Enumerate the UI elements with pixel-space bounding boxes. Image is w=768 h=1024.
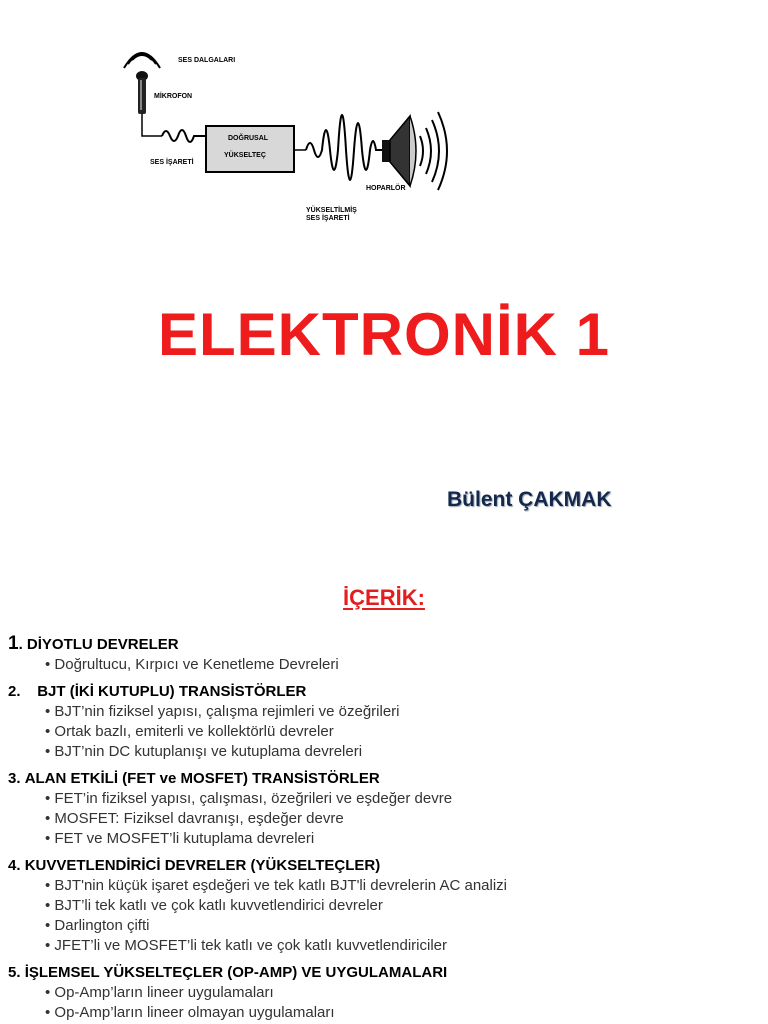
section-title — [8, 963, 758, 983]
label-microphone: MİKROFON — [154, 93, 193, 100]
section-item: • Darlington çifti — [45, 917, 150, 934]
section-title-text: İŞLEMSEL YÜKSELTEÇLER (OP-AMP) VE UYGULAMALARI — [24, 964, 448, 981]
section-item: • BJT’nin fiziksel yapısı, çalışma rejimleri ve özeğrileri — [45, 703, 400, 720]
section-number: 2. — [8, 683, 21, 700]
toc-section — [8, 769, 758, 849]
section-item: • FET ve MOSFET’li kutuplama devreleri — [45, 830, 315, 847]
label-sound-waves: SES DALGALARI — [178, 57, 236, 64]
label-amplified-line1: YÜKSELTİLMİŞ — [306, 207, 357, 214]
input-signal-wave — [162, 130, 206, 142]
section-title-text: BJT (İKİ KUTUPLU) TRANSİSTÖRLER — [37, 683, 307, 700]
section-item: • BJT'nin küçük işaret eşdeğeri ve tek katlı BJT'li devrelerin AC analizi — [45, 877, 508, 894]
section-title-text: KUVVETLENDİRİCİ DEVRELER (YÜKSELTEÇLER) — [24, 857, 381, 874]
section-item: • BJT’li tek katlı ve çok katlı kuvvetlendirici devreler — [45, 897, 383, 914]
contents-heading: İÇERİK: — [343, 585, 425, 610]
section-number: 1 — [8, 633, 19, 654]
page-title: ELEKTRONİK 1 — [157, 301, 611, 368]
section-item: • BJT’nin DC kutuplanışı ve kutuplama devreleri — [45, 743, 363, 760]
label-amplified-line2: SES İŞARETİ — [306, 215, 350, 222]
toc-section — [8, 963, 758, 1023]
section-title — [8, 682, 758, 702]
label-amplifier-line2: YÜKSELTEÇ — [224, 152, 266, 159]
section-item: • Op-Amp’ların lineer olmayan uygulamaları — [45, 1004, 335, 1021]
toc-section — [8, 634, 758, 675]
table-of-contents — [8, 634, 758, 1023]
microphone-icon — [136, 71, 148, 114]
author-name: Bülent ÇAKMAK — [447, 488, 612, 511]
label-amplifier-line1: DOĞRUSAL — [228, 135, 269, 142]
section-title — [8, 769, 758, 789]
section-title-text: . DİYOTLU DEVRELER — [18, 636, 179, 653]
section-item: • Doğrultucu, Kırpıcı ve Kenetleme Devreleri — [45, 656, 339, 673]
section-title-text: ALAN ETKİLİ (FET ve MOSFET) TRANSİSTÖRLER — [24, 770, 380, 787]
amplifier-box — [206, 126, 294, 172]
speaker-waves-icon — [420, 112, 447, 190]
section-item: • Ortak bazlı, emiterli ve kollektörlü devreler — [45, 723, 334, 740]
section-item: • FET’in fiziksel yapısı, çalışması, özeğrileri ve eşdeğer devre — [45, 790, 453, 807]
section-item: • Op-Amp’ların lineer uygulamaları — [45, 984, 274, 1001]
toc-section — [8, 856, 758, 956]
section-title — [8, 634, 758, 655]
sound-waves-icon — [124, 53, 160, 68]
label-sound-signal: SES İŞARETİ — [150, 159, 194, 166]
speaker-icon — [382, 116, 416, 186]
section-number: 5. — [8, 964, 21, 981]
section-item: • MOSFET: Fiziksel davranışı, eşdeğer devre — [45, 810, 344, 827]
section-number: 3. — [8, 770, 21, 787]
section-item: • JFET’li ve MOSFET’li tek katlı ve çok katlı kuvvetlendiriciler — [45, 937, 448, 954]
amplified-signal-wave — [306, 115, 382, 180]
toc-section — [8, 682, 758, 762]
label-speaker: HOPARLÖR — [366, 185, 406, 192]
amplifier-diagram — [110, 40, 470, 240]
section-number: 4. — [8, 857, 21, 874]
section-title — [8, 856, 758, 876]
